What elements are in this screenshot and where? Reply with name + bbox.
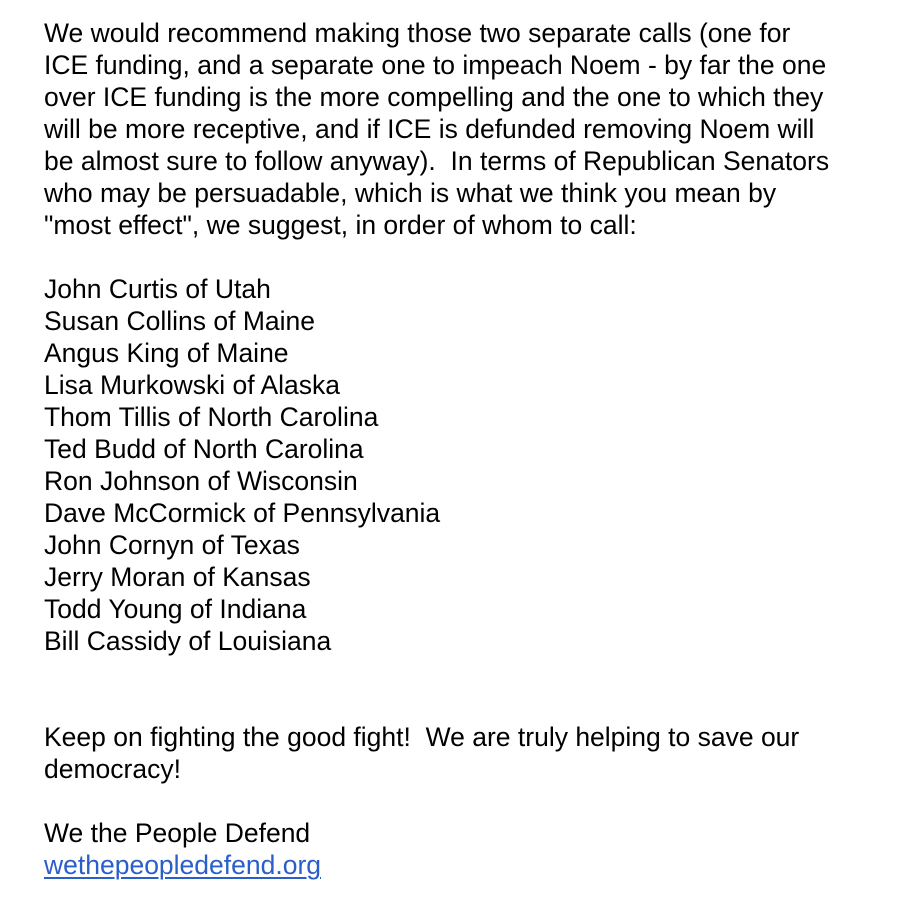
spacer: [44, 689, 894, 721]
senator-item: John Curtis of Utah: [44, 274, 271, 304]
email-body: [44, 17, 894, 881]
senator-item: Thom Tillis of North Carolina: [44, 402, 379, 432]
senator-item: Todd Young of Indiana: [44, 594, 307, 624]
senator-item: Ted Budd of North Carolina: [44, 434, 364, 464]
intro-line: will be more receptive, and if ICE is defunded removing Noem will: [44, 114, 815, 144]
spacer: [44, 785, 894, 817]
senator-item: Angus King of Maine: [44, 338, 289, 368]
intro-paragraph: [44, 17, 894, 241]
spacer: [44, 657, 894, 689]
intro-line: over ICE funding is the more compelling and the one to which they: [44, 82, 824, 112]
closing-line: democracy!: [44, 754, 181, 784]
intro-line: ICE funding, and a separate one to impeach Noem - by far the one: [44, 50, 827, 80]
intro-line: be almost sure to follow anyway). In terms of Republican Senators: [44, 146, 830, 176]
senator-item: Jerry Moran of Kansas: [44, 562, 311, 592]
senator-item: Lisa Murkowski of Alaska: [44, 370, 341, 400]
website-link[interactable]: wethepeopledefend.org: [44, 850, 322, 880]
closing-paragraph: [44, 721, 894, 785]
closing-line: Keep on fighting the good fight! We are truly helping to save our: [44, 722, 800, 752]
spacer: [44, 241, 894, 273]
senator-item: Bill Cassidy of Louisiana: [44, 626, 332, 656]
intro-line: We would recommend making those two separate calls (one for: [44, 18, 791, 48]
intro-line: who may be persuadable, which is what we think you mean by: [44, 178, 777, 208]
senator-item: Susan Collins of Maine: [44, 306, 316, 336]
signature-block: [44, 817, 894, 881]
senator-item: John Cornyn of Texas: [44, 530, 300, 560]
senator-item: Ron Johnson of Wisconsin: [44, 466, 358, 496]
senator-item: Dave McCormick of Pennsylvania: [44, 498, 441, 528]
signature-link-line: [44, 849, 894, 881]
senator-list: [44, 273, 894, 657]
intro-line: "most effect", we suggest, in order of whom to call:: [44, 210, 637, 240]
signature-name: We the People Defend: [44, 818, 311, 848]
